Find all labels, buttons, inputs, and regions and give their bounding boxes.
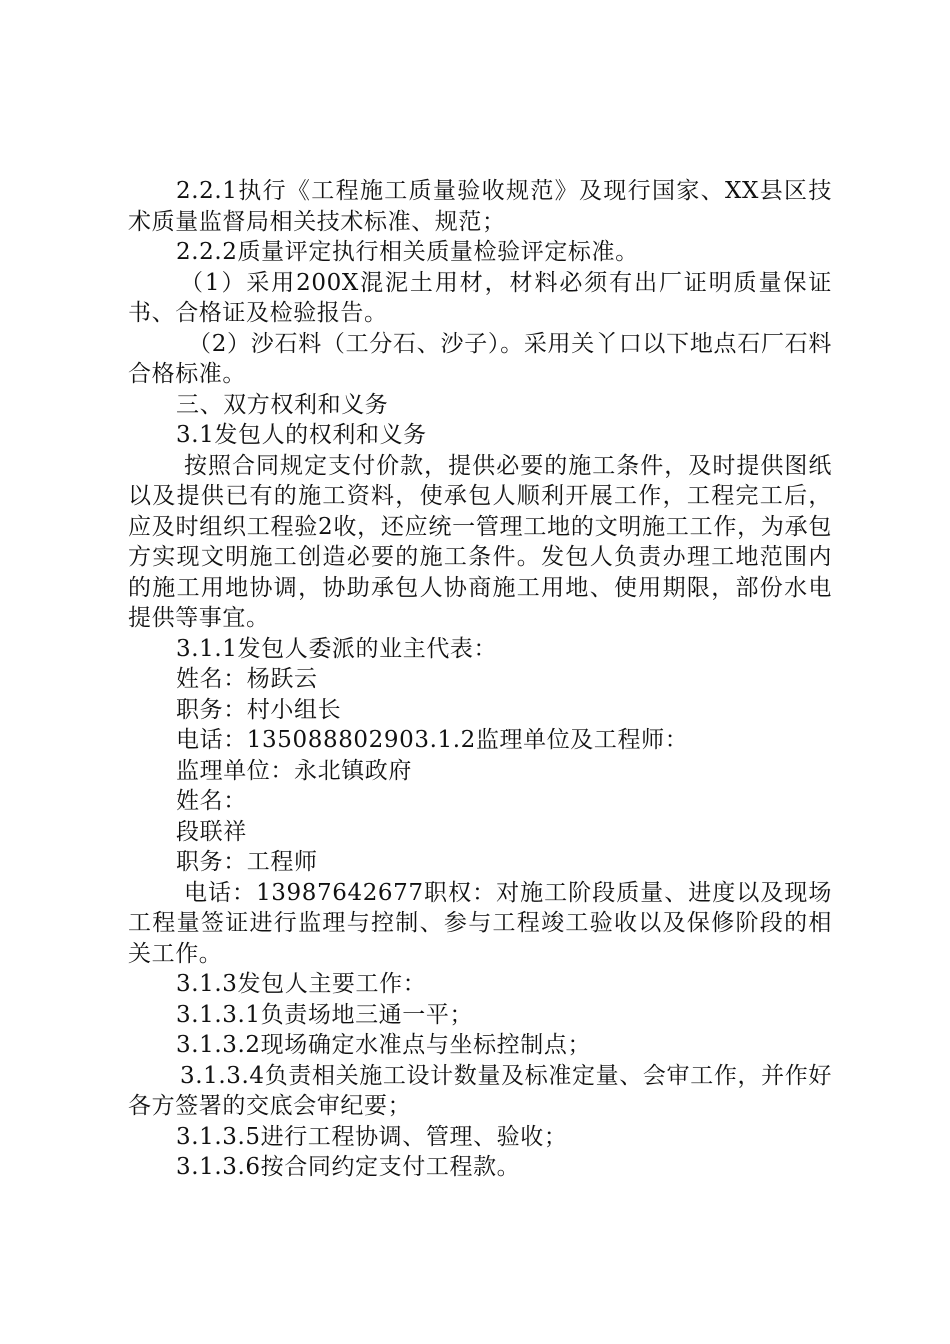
paragraph-3-1-3-1: 3.1.3.1负责场地三通一平； [176, 1001, 474, 1028]
owner-rep-phone: 电话：135088802903.1.2监理单位及工程师： [176, 727, 689, 753]
paragraph-item-2: （2）沙石料（工分石、沙子）。采用关丫口以下地点石厂石料合格标准。 [128, 330, 832, 387]
paragraph-2-2-2: 2.2.2质量评定执行相关质量检验评定标准。 [176, 239, 639, 265]
document-body [128, 176, 832, 1183]
supervisor-name: 段联祥 [176, 818, 247, 845]
supervisor-name-label: 姓名： [176, 788, 247, 814]
paragraph-3-1-3-4: 3.1.3.4负责相关施工设计数量及标准定量、会审工作，并作好各方签署的交底会审纪要； [128, 1062, 832, 1119]
section-heading-3: 三、双方权利和义务 [176, 391, 389, 418]
supervisor-phone-authority: 电话：13987642677职权：对施工阶段质量、进度以及现场工程量签证进行监理与控制、参与工程竣工验收以及保修阶段的相关工作。 [128, 879, 832, 967]
paragraph-3-1-1: 3.1.1发包人委派的业主代表： [176, 635, 498, 662]
supervision-unit: 监理单位：永北镇政府 [176, 757, 412, 784]
paragraph-3-1-3-2: 3.1.3.2现场确定水准点与坐标控制点； [176, 1032, 592, 1058]
owner-rep-position: 职务：村小组长 [176, 696, 342, 723]
supervisor-position: 职务：工程师 [176, 849, 318, 875]
paragraph-item-1: （1）采用200X混泥土用材，材料必须有出厂证明质量保证书、合格证及检验报告。 [128, 269, 832, 326]
owner-rep-name: 姓名：杨跃云 [176, 666, 318, 692]
section-heading-3-1: 3.1发包人的权利和义务 [176, 422, 427, 448]
paragraph-employer-duties: 按照合同规定支付价款，提供必要的施工条件，及时提供图纸以及提供已有的施工资料，使承包人顺利开展工作，工程完工后，应及时组织工程验2收，还应统一管理工地的文明施工工作，为承包方实现文明施工创造必要的施工条件。发包人负责办理工地范围内的施工用地协调，协助承包人协商施工用地、使用期限，部份水电提供等事宜。 [128, 452, 832, 631]
paragraph-3-1-3-6: 3.1.3.6按合同约定支付工程款。 [176, 1154, 521, 1180]
paragraph-3-1-3-5: 3.1.3.5进行工程协调、管理、验收； [176, 1123, 568, 1150]
paragraph-2-2-1: 2.2.1执行《工程施工质量验收规范》及现行国家、XX县区技术质量监督局相关技术标准、规范； [128, 178, 832, 235]
paragraph-3-1-3: 3.1.3发包人主要工作： [176, 971, 427, 997]
